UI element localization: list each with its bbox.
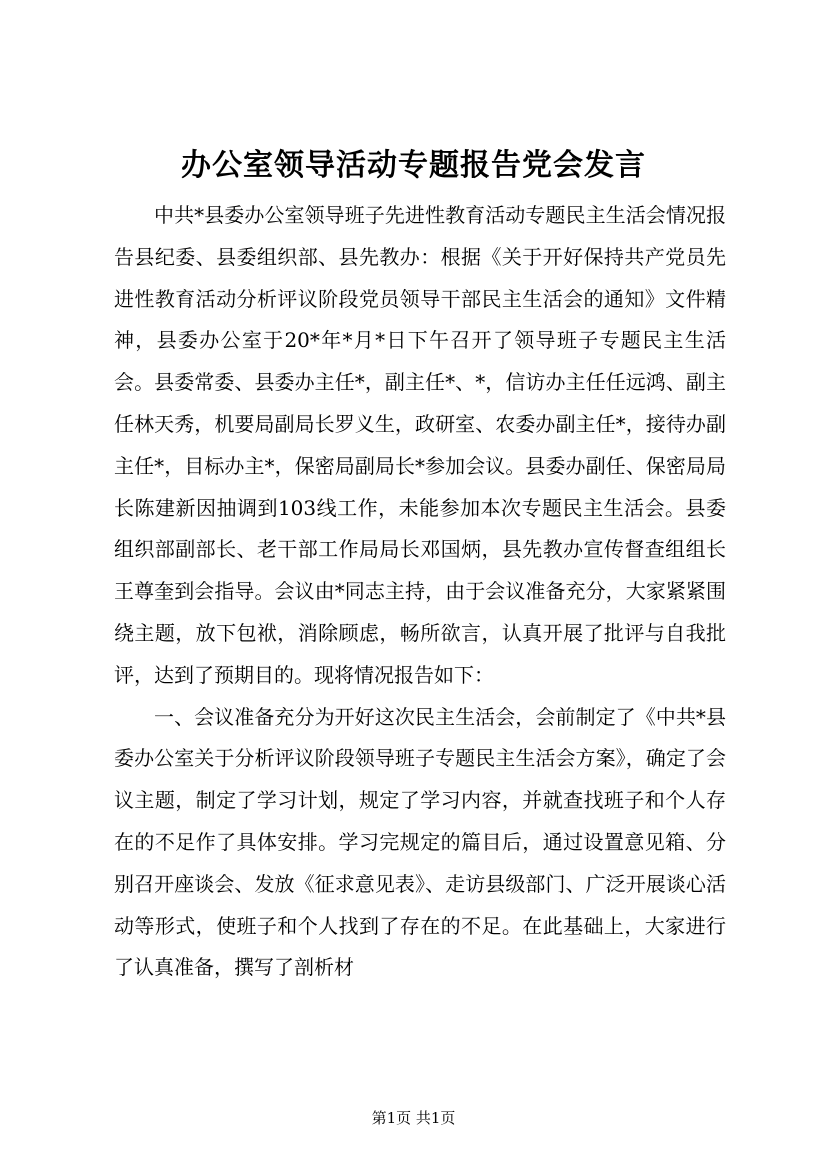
document-title: 办公室领导活动专题报告党会发言 <box>181 148 646 183</box>
paragraph-1: 中共*县委办公室领导班子先进性教育活动专题民主生活会情况报告县纪委、县委组织部、县先教办：根据《关于开好保持共产党员先进性教育活动分析评议阶段党员领导干部民主生活会的通知》文件精神，县委办公室于20*年*月*日下午召开了领导班子专题民主生活会。县委常委、县委办主任*，副主任*、*，信访办主任任远鸿、副主任林天秀，机要局副局长罗义生，政研室、农委办副主任*，接待办副主任*，目标办主*，保密局副局长*参加会议。县委办副任、保密局局长陈建新因抽调到103线工作，未能参加本次专题民主生活会。县委组织部副部长、老干部工作局局长邓国炳，县先教办宣传督查组组长王尊奎到会指导。会议由*同志主持，由于会议准备充分，大家紧紧围绕主题，放下包袱，消除顾虑，畅所欲言，认真开展了批评与自我批评，达到了预期目的。现将情况报告如下： <box>114 203 726 687</box>
document-body <box>114 195 726 989</box>
page-footer: 第1页 共1页 <box>371 1109 456 1127</box>
paragraph-2: 一、会议准备充分为开好这次民主生活会，会前制定了《中共*县委办公室关于分析评议阶段领导班子专题民主生活会方案》，确定了会议主题，制定了学习计划，规定了学习内容，并就查找班子和个人存在的不足作了具体安排。学习完规定的篇目后，通过设置意见箱、分别召开座谈会、发放《征求意见表》、走访县级部门、广泛开展谈心活动等形式，使班子和个人找到了存在的不足。在此基础上，大家进行了认真准备，撰写了剖析材 <box>114 704 726 980</box>
